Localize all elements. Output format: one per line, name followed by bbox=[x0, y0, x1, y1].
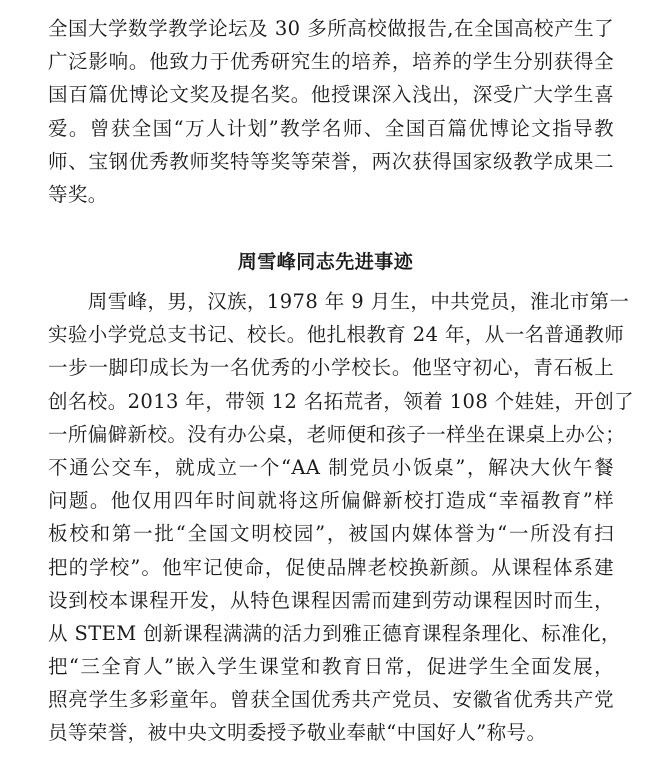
text-line: 周雪峰，男，汉族，1978 年 9 月生，中共党员，淮北市第一 bbox=[48, 290, 630, 313]
text-line: 等奖。 bbox=[48, 182, 108, 206]
text-line: 照亮学生多彩童年。曾获全国优秀共产党员、安徽省优秀共产党 bbox=[48, 688, 614, 712]
text-line: 设到校本课程开发，从特色课程因需而建到劳动课程因时而生， bbox=[48, 588, 614, 612]
text-line: 师、宝钢优秀教师奖特等奖等荣誉，两次获得国家级教学成果二 bbox=[48, 149, 614, 173]
paragraph-zhou-xuefeng bbox=[48, 285, 635, 750]
text-line: 全国大学数学教学论坛及 30 多所高校做报告,在全国高校产生了 bbox=[48, 17, 614, 40]
text-line: 创名校。2013 年，带领 12 名拓荒者，领着 108 个娃娃，开创了 bbox=[48, 389, 635, 413]
text-line: 一步一脚印成长为一名优秀的小学校长。他坚守初心，青石板上 bbox=[48, 356, 614, 380]
text-line: 广泛影响。他致力于优秀研究生的培养，培养的学生分别获得全 bbox=[48, 50, 614, 74]
text-line: 爱。曾获全国“万人计划”教学名师、全国百篇优博论文指导教 bbox=[48, 116, 614, 140]
text-line: 不通公交车，就成立一个“AA 制党员小饭桌”，解决大伙午餐 bbox=[48, 455, 614, 479]
text-line: 板校和第一批“全国文明校园”，被国内媒体誉为“一所没有扫 bbox=[48, 522, 614, 546]
text-line: 从 STEM 创新课程满满的活力到雅正德育课程条理化、标准化， bbox=[48, 621, 621, 645]
text-line: 问题。他仅用四年时间就将这所偏僻新校打造成“幸福教育”样 bbox=[48, 489, 614, 513]
text-line: 一所偏僻新校。没有办公桌，老师便和孩子一样坐在课桌上办公； bbox=[48, 422, 626, 446]
text-line: 把的学校”。他牢记使命，促使品牌老校换新颜。从课程体系建 bbox=[48, 555, 614, 579]
text-line: 实验小学党总支书记、校长。他扎根教育 24 年，从一名普通教师 bbox=[48, 323, 625, 347]
paragraph-previous-biography bbox=[48, 12, 614, 211]
text-line: 员等荣誉，被中央文明委授予敬业奉献“中国好人”称号。 bbox=[48, 721, 547, 745]
text-line: 把“三全育人”嵌入学生课堂和教育日常，促进学生全面发展， bbox=[48, 655, 614, 679]
section-heading: 周雪峰同志先进事迹 bbox=[237, 251, 414, 273]
text-line: 国百篇优博论文奖及提名奖。他授课深入浅出，深受广大学生喜 bbox=[48, 83, 614, 107]
